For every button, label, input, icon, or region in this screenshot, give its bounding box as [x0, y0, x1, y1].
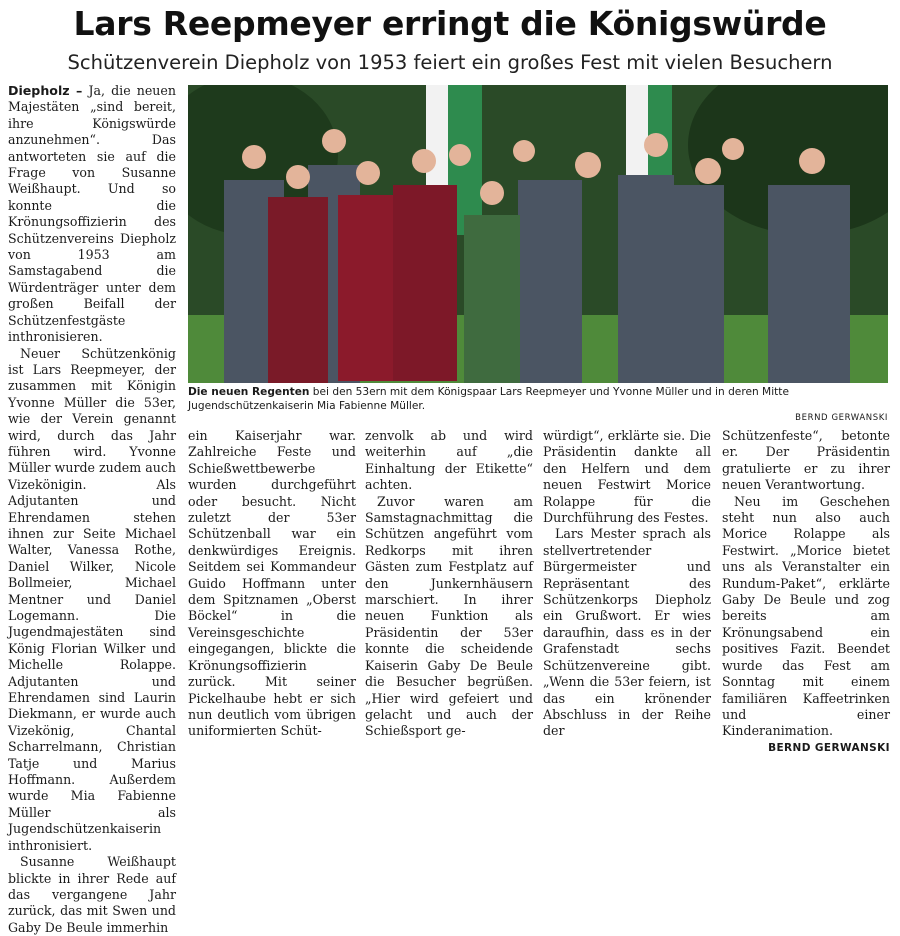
paragraph: Diepholz – Ja, die neuen Majestäten „sind bereit, ihre Königswürde anzunehmen“. Das antworteten sie auf die Frage von Susanne Weißhaupt. Und so konnte die Krönungsoffizierin des Schützenvereins Diepholz von 1953 am Samstagabend die Würdenträger unter dem großen Beifall der Schützenfestgäste inthronisieren.: [8, 83, 176, 345]
caption-text: bei den 53ern mit dem Königspaar Lars Reepmeyer und Yvonne Müller und in deren Mitte Jugendschützenkaiserin Mia Fabienne Müller.: [188, 386, 789, 412]
paragraph: ein Kaiserjahr war. Zahlreiche Feste und Schießwettbewerbe wurden durchgeführt oder besucht. Nicht zuletzt der 53er Schützenball war ein denkwürdiges Ereignis. Seitdem sei Kommandeur Guido Hoffmann unter dem Spitznamen „Oberst Böckel“ in die Vereinsgeschichte eingegangen, blickte die Krönungsoffizierin zurück. Mit seiner Pickelhaube hebt er sich nun deutlich vom übrigen uniformierten Schüt-: [188, 428, 356, 739]
paragraph: zenvolk ab und wird weiterhin auf „die Einhaltung der Etikette“ achten.: [365, 428, 533, 493]
paragraph: Schützenfeste“, betonte er. Der Präsidentin gratulierte er zu ihrer neuen Verantwortung.: [722, 428, 890, 493]
group-photo-illustration: [188, 85, 888, 383]
author-byline: BERND GERWANSKI: [768, 741, 890, 754]
column-3: [365, 428, 533, 740]
paragraph: Zuvor waren am Samstagnachmittag die Schützen angeführt vom Redkorps mit ihren Gästen zum Festplatz auf den Junkernhäusern marschiert. In ihrer neuen Funktion als Präsidentin der 53er konnte die scheidende Kaiserin Gaby De Beule die Besucher begrüßen. „Hier wird gefeiert und gelacht und auch der Schießsport ge-: [365, 493, 533, 739]
paragraph: Neuer Schützenkönig ist Lars Reepmeyer, der zusammen mit Königin Yvonne Müller die 53er, wie der Verein genannt wird, durch das Jahr führen wird. Yvonne Müller wurde zudem auch Vizekönigin. Als Adjutanten und Ehrendamen stehen ihnen zur Seite Michael Walter, Vanessa Rothe, Daniel Wilker, Nicole Bollmeier, Michael Mentner und Daniel Logemann. Die Jugendmajestäten sind König Florian Wilker und Michelle Rolappe. Adjutanten und Ehrendamen sind Laurin Diekmann, er wurde auch Vizekönig, Chantal Scharrelmann, Christian Tatje und Marius Hoffmann. Außerdem wurde Mia Fabienne Müller als Jugendschützenkaiserin inthronisiert.: [8, 345, 176, 853]
column-2: [188, 428, 356, 740]
dateline: Diepholz –: [8, 83, 83, 98]
photo-credit: BERND GERWANSKI: [795, 413, 888, 423]
column-1: [8, 83, 176, 936]
paragraph: würdigt“, erklärte sie. Die Präsidentin dankte all den Helfern und dem neuen Festwirt Morice Rolappe für die Durchführung des Festes.: [543, 428, 711, 526]
photo-caption: [188, 386, 888, 413]
paragraph: Lars Mester sprach als stellvertretender Bürgermeister und Repräsentant des Schützenkorps Diepholz ein Grußwort. Er wies daraufhin, dass es in der Grafenstadt sechs Schützenvereine gibt. „Wenn die 53er feiern, ist das ein krönender Abschluss in der Reihe der: [543, 526, 711, 739]
paragraph: Susanne Weißhaupt blickte in ihrer Rede auf das vergangene Jahr zurück, das mit Swen und Gaby De Beule immerhin: [8, 854, 176, 935]
subheadline: Schützenverein Diepholz von 1953 feiert ein großes Fest mit vielen Besuchern: [67, 51, 833, 74]
caption-lead: Die neuen Regenten: [188, 386, 310, 398]
headline: Lars Reepmeyer erringt die Königswürde: [73, 4, 827, 43]
column-4: [543, 428, 711, 740]
group-photo: [188, 85, 888, 383]
column-5: [722, 428, 890, 756]
paragraph: Neu im Geschehen steht nun also auch Morice Rolappe als Festwirt. „Morice bietet uns als Veranstalter ein Rundum-Paket“, erklärte Gaby De Beule und zog bereits am Krönungsabend ein positives Fazit. Beendet wurde das Fest am Sonntag mit einem familiären Kaffeetrinken und einer Kinderanimation.: [722, 493, 890, 739]
